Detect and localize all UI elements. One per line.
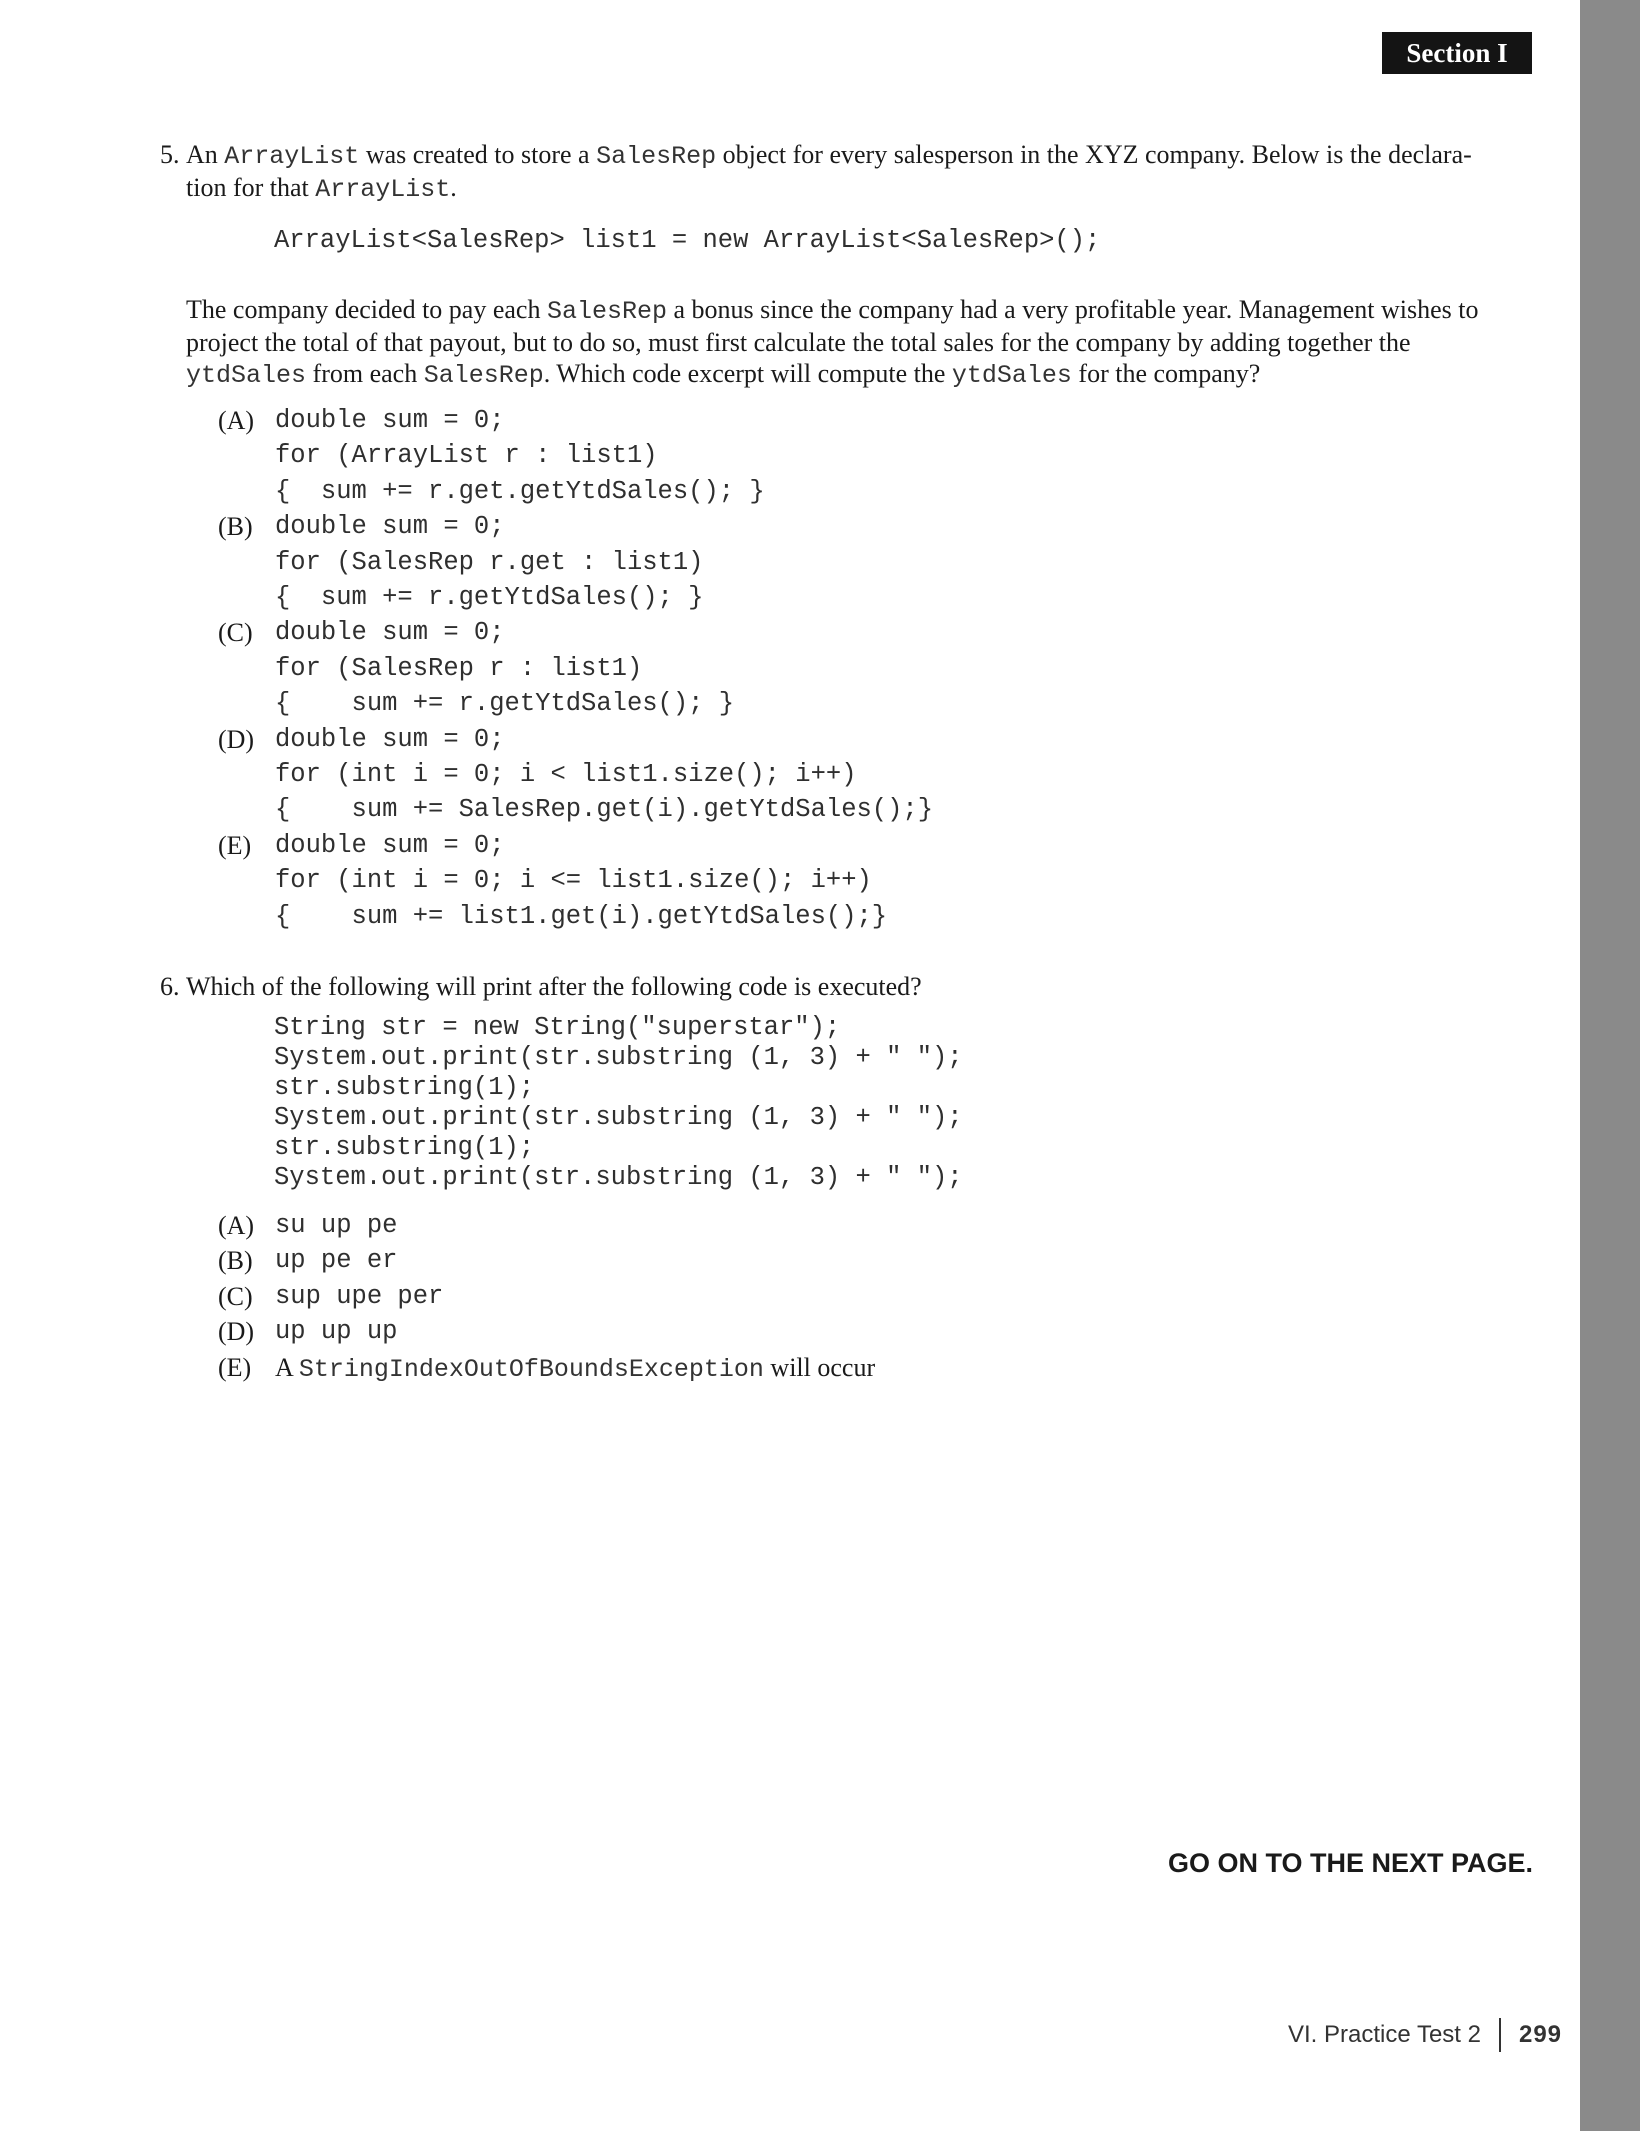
go-on-next-page: GO ON TO THE NEXT PAGE.: [1167, 1848, 1533, 1878]
page-footer: [1288, 2018, 1562, 2052]
declaration-code: ArrayList<SalesRep> list1 = new ArrayList<SalesRep>();: [274, 226, 1101, 255]
text-run: object for every salesperson in the XYZ company. Below is the declara- tion for that: [186, 140, 1472, 202]
text-run: .: [450, 173, 457, 202]
question-5-number: 5.: [160, 140, 180, 169]
section-tab: [1382, 32, 1532, 74]
section-tab-label: Section I: [1406, 37, 1508, 68]
page-number: 299: [1518, 2021, 1563, 2048]
inline-code: SalesRep: [423, 361, 544, 390]
question-5-prompt-block: [186, 294, 1516, 391]
choice-label: (C): [218, 1281, 253, 1311]
inline-code: ArrayList: [315, 175, 451, 204]
inline-code: StringIndexOutOfBoundsException: [298, 1354, 764, 1384]
text-run: will occur: [763, 1352, 876, 1382]
choice-text: [275, 1350, 875, 1387]
text-run: The company decided to pay each: [186, 295, 547, 324]
question-6-code-block: String str = new String("superstar"); System.out.print(str.substring (1, 3) + " "); str.substring(1); System.out.print(str.substring (1, 3) + " "); str.substring(1); System.out.print(str.substring (1, 3) + " ");: [274, 1013, 963, 1192]
question-5-intro: [186, 139, 1516, 205]
choice-code: double sum = 0; for (SalesRep r.get : list1) { sum += r.getYtdSales(); }: [275, 512, 704, 612]
choice-code: double sum = 0; for (int i = 0; i < list1.size(); i++) { sum += SalesRep.get(i).getYtdSales();}: [275, 724, 934, 825]
text-run: A: [275, 1352, 299, 1382]
choice-label: (B): [218, 512, 253, 542]
choice-code: double sum = 0; for (SalesRep r : list1) { sum += r.getYtdSales(); }: [275, 618, 735, 719]
choice-code: double sum = 0; for (ArrayList r : list1) { sum += r.get.getYtdSales(); }: [275, 406, 765, 506]
text-run: for the company?: [1071, 359, 1261, 388]
inline-code: SalesRep: [546, 297, 667, 326]
page-edge-bar: [1580, 0, 1640, 2131]
choice-code: su up pe: [275, 1211, 398, 1240]
text-run: was created to store a: [359, 140, 597, 169]
choice-code: up up up: [275, 1317, 398, 1347]
inline-code: SalesRep: [596, 142, 717, 171]
choice-code: up pe er: [275, 1246, 398, 1276]
choice-code: sup upe per: [275, 1281, 444, 1311]
choice-label: (B): [218, 1246, 253, 1276]
inline-code: ytdSales: [186, 361, 307, 390]
question-6-code: [274, 1013, 963, 1193]
choice-label: (E): [218, 1352, 252, 1382]
choice-label: (D): [218, 724, 255, 754]
choice-code: double sum = 0; for (int i = 0; i <= list1.size(); i++) { sum += list1.get(i).getYtdSales();}: [275, 830, 888, 931]
choice-label: (C): [218, 618, 253, 648]
text-run: An: [186, 140, 225, 169]
question-6-prompt: Which of the following will print after the following code is executed?: [186, 972, 922, 1001]
footer-part-title: VI. Practice Test 2: [1288, 2021, 1481, 2048]
choice-label: (A): [218, 406, 255, 435]
question-5-prompt: [186, 294, 1516, 391]
choice-label: (A): [218, 1211, 255, 1240]
choice-label: (E): [218, 830, 252, 860]
inline-code: ytdSales: [951, 361, 1072, 390]
choice-label: (D): [218, 1317, 255, 1347]
text-run: from each: [306, 359, 424, 388]
inline-code: ArrayList: [224, 142, 360, 171]
question-5: [160, 139, 1516, 205]
footer-divider: [1499, 2018, 1501, 2052]
question-6: [160, 971, 1516, 1002]
question-5-declaration: [274, 226, 1100, 255]
question-6-number: 6.: [160, 972, 180, 1001]
text-run: a bonus since the company had a very profitable year. Management wishes to project the total of that payout, but to do so, must first calculate the total sales for the company by adding together the: [186, 295, 1479, 357]
text-run: . Which code excerpt will compute the: [543, 359, 952, 388]
